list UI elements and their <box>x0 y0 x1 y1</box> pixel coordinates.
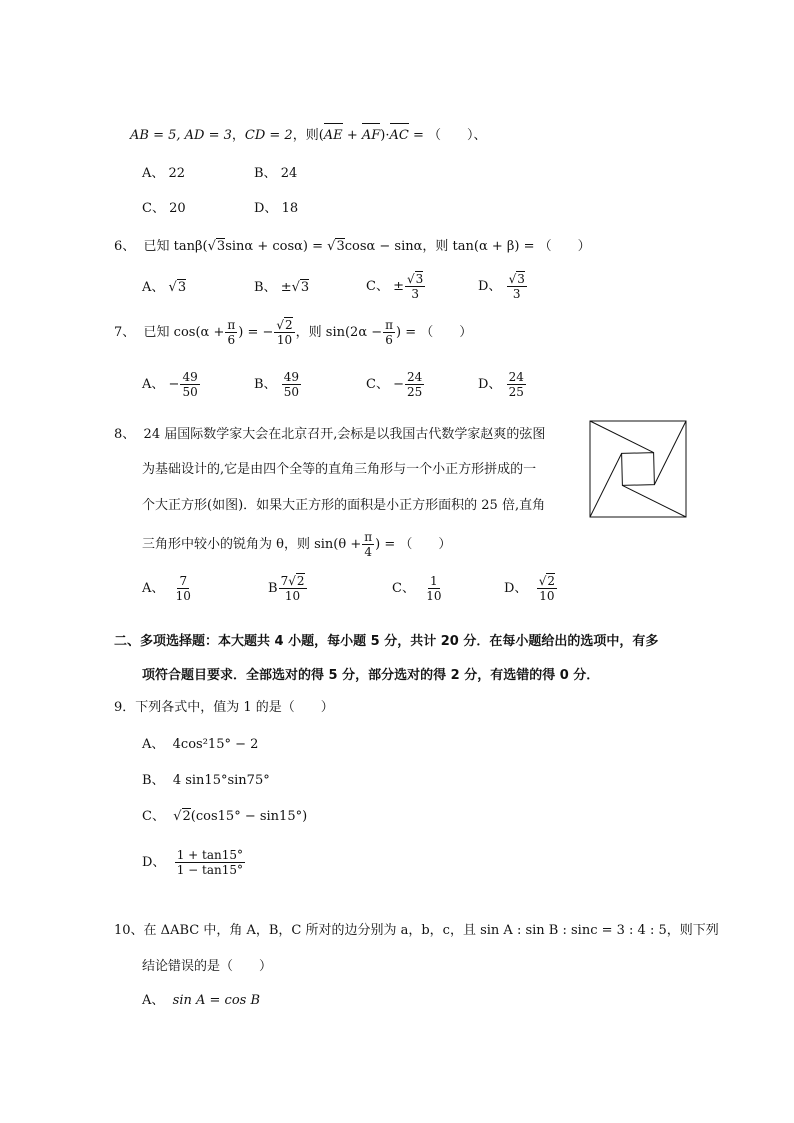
q5-paren-open: ( <box>318 128 324 143</box>
q6-option-a[interactable]: A、 √3 <box>142 280 187 295</box>
q5-sep2: ，则 <box>292 128 319 143</box>
q10-line-1: 10、在 ΔABC 中，角 A，B，C 所对的边分别为 a，b，c，且 sin A : sin B : sinc = 3 : 4 : 5，则下列 <box>114 923 719 938</box>
q9-option-c[interactable]: C、 √2(cos15° − sin15°) <box>142 809 308 824</box>
q6-stem: 6、 已知 tanβ(√3sinα + cosα) = √3cosα − sinα，则 tan(α + β) = （ ） <box>114 239 591 254</box>
q8-option-d[interactable]: D、 $\frac{√2}{10}$ <box>504 574 555 603</box>
q5-cond1: AB = 5, AD = 3 <box>130 128 232 143</box>
section2-heading-line-2: 项符合题目要求．全部选对的得 5 分，部分选对的得 2 分，有选错的得 0 分． <box>142 668 600 683</box>
q7-option-a[interactable]: A、 − $\frac{49}{50}$ <box>142 370 198 399</box>
q7-option-d[interactable]: D、 $\frac{24}{25}$ <box>478 370 524 399</box>
q5-option-b[interactable]: B、 24 <box>254 166 298 181</box>
q10-option-a[interactable]: A、 sin A = cos B <box>142 993 260 1008</box>
q6-number: 6、 <box>114 239 136 254</box>
q5-cond2: CD = 2 <box>244 128 293 143</box>
q8-number: 8、 <box>114 427 136 442</box>
q9-option-b[interactable]: B、 4 sin15°sin75° <box>142 773 270 788</box>
q6-option-c[interactable]: C、 ± $\frac{√3}{3}$ <box>366 272 424 301</box>
q8-line-2: 为基础设计的,它是由四个全等的直角三角形与一个小正方形拼成的一 <box>142 462 537 477</box>
q10-line-2: 结论错误的是（ ） <box>142 959 273 974</box>
q8-option-c[interactable]: C、 $\frac{1}{10}$ <box>392 574 442 603</box>
q6-option-b[interactable]: B、 ±√3 <box>254 280 310 295</box>
q7-stem: 7、 已知 cos(α + $\frac{\pi}{6}$ ) = − $\frac{√2}{10}$ ，则 sin(2α − $\frac{\pi}{6}$ ) = （ ） <box>114 318 473 347</box>
q7-option-c[interactable]: C、 − $\frac{24}{25}$ <box>366 370 423 399</box>
q5-paren-close: ) <box>380 128 386 143</box>
q5-vector-af: AF <box>362 126 380 146</box>
q5-option-d[interactable]: D、 18 <box>254 201 299 216</box>
q5-condition-line <box>130 126 487 146</box>
q5-vector-ac: AC <box>390 126 409 146</box>
q7-option-b[interactable]: B、 $\frac{49}{50}$ <box>254 370 299 399</box>
q5-option-a[interactable]: A、 22 <box>142 166 186 181</box>
q6-option-d[interactable]: D、 $\frac{√3}{3}$ <box>478 272 525 301</box>
q5-option-c[interactable]: C、 20 <box>142 201 186 216</box>
section2-heading-line-1: 二、多项选择题：本大题共 4 小题，每小题 5 分，共计 20 分．在每小题给出的选项中，有多 <box>114 634 659 649</box>
q8-line-3: 个大正方形(如图)．如果大正方形的面积是小正方形面积的 25 倍,直角 <box>142 498 546 513</box>
q5-sep1: ， <box>231 128 245 143</box>
q8-line-1: 8、 24 届国际数学家大会在北京召开,会标是以我国古代数学家赵爽的弦图 <box>114 427 546 442</box>
q5-equals: = （ ）、 <box>408 128 487 143</box>
q9-option-a[interactable]: A、 4cos²15° − 2 <box>142 737 259 752</box>
q7-number: 7、 <box>114 325 136 340</box>
q8-option-b[interactable]: B $\frac{7√2}{10}$ <box>268 574 305 603</box>
q5-dot: · <box>385 128 390 143</box>
q5-plus: + <box>342 128 362 143</box>
q5-vector-ae: AE <box>324 126 343 146</box>
q9-option-d[interactable]: D、 $\frac{1 + \tan 15^\circ}{1 - \tan 15^\circ}$ <box>142 848 243 877</box>
zhao-shuang-hypotenuse-diagram <box>589 420 687 518</box>
q8-option-a[interactable]: A、 $\frac{7}{10}$ <box>142 574 191 603</box>
q9-stem: 9．下列各式中，值为 1 的是（ ） <box>114 700 334 715</box>
q8-line-4: 三角形中较小的锐角为 θ，则 sin(θ + $\frac{\pi}{4}$ ) = （ ） <box>142 530 452 559</box>
